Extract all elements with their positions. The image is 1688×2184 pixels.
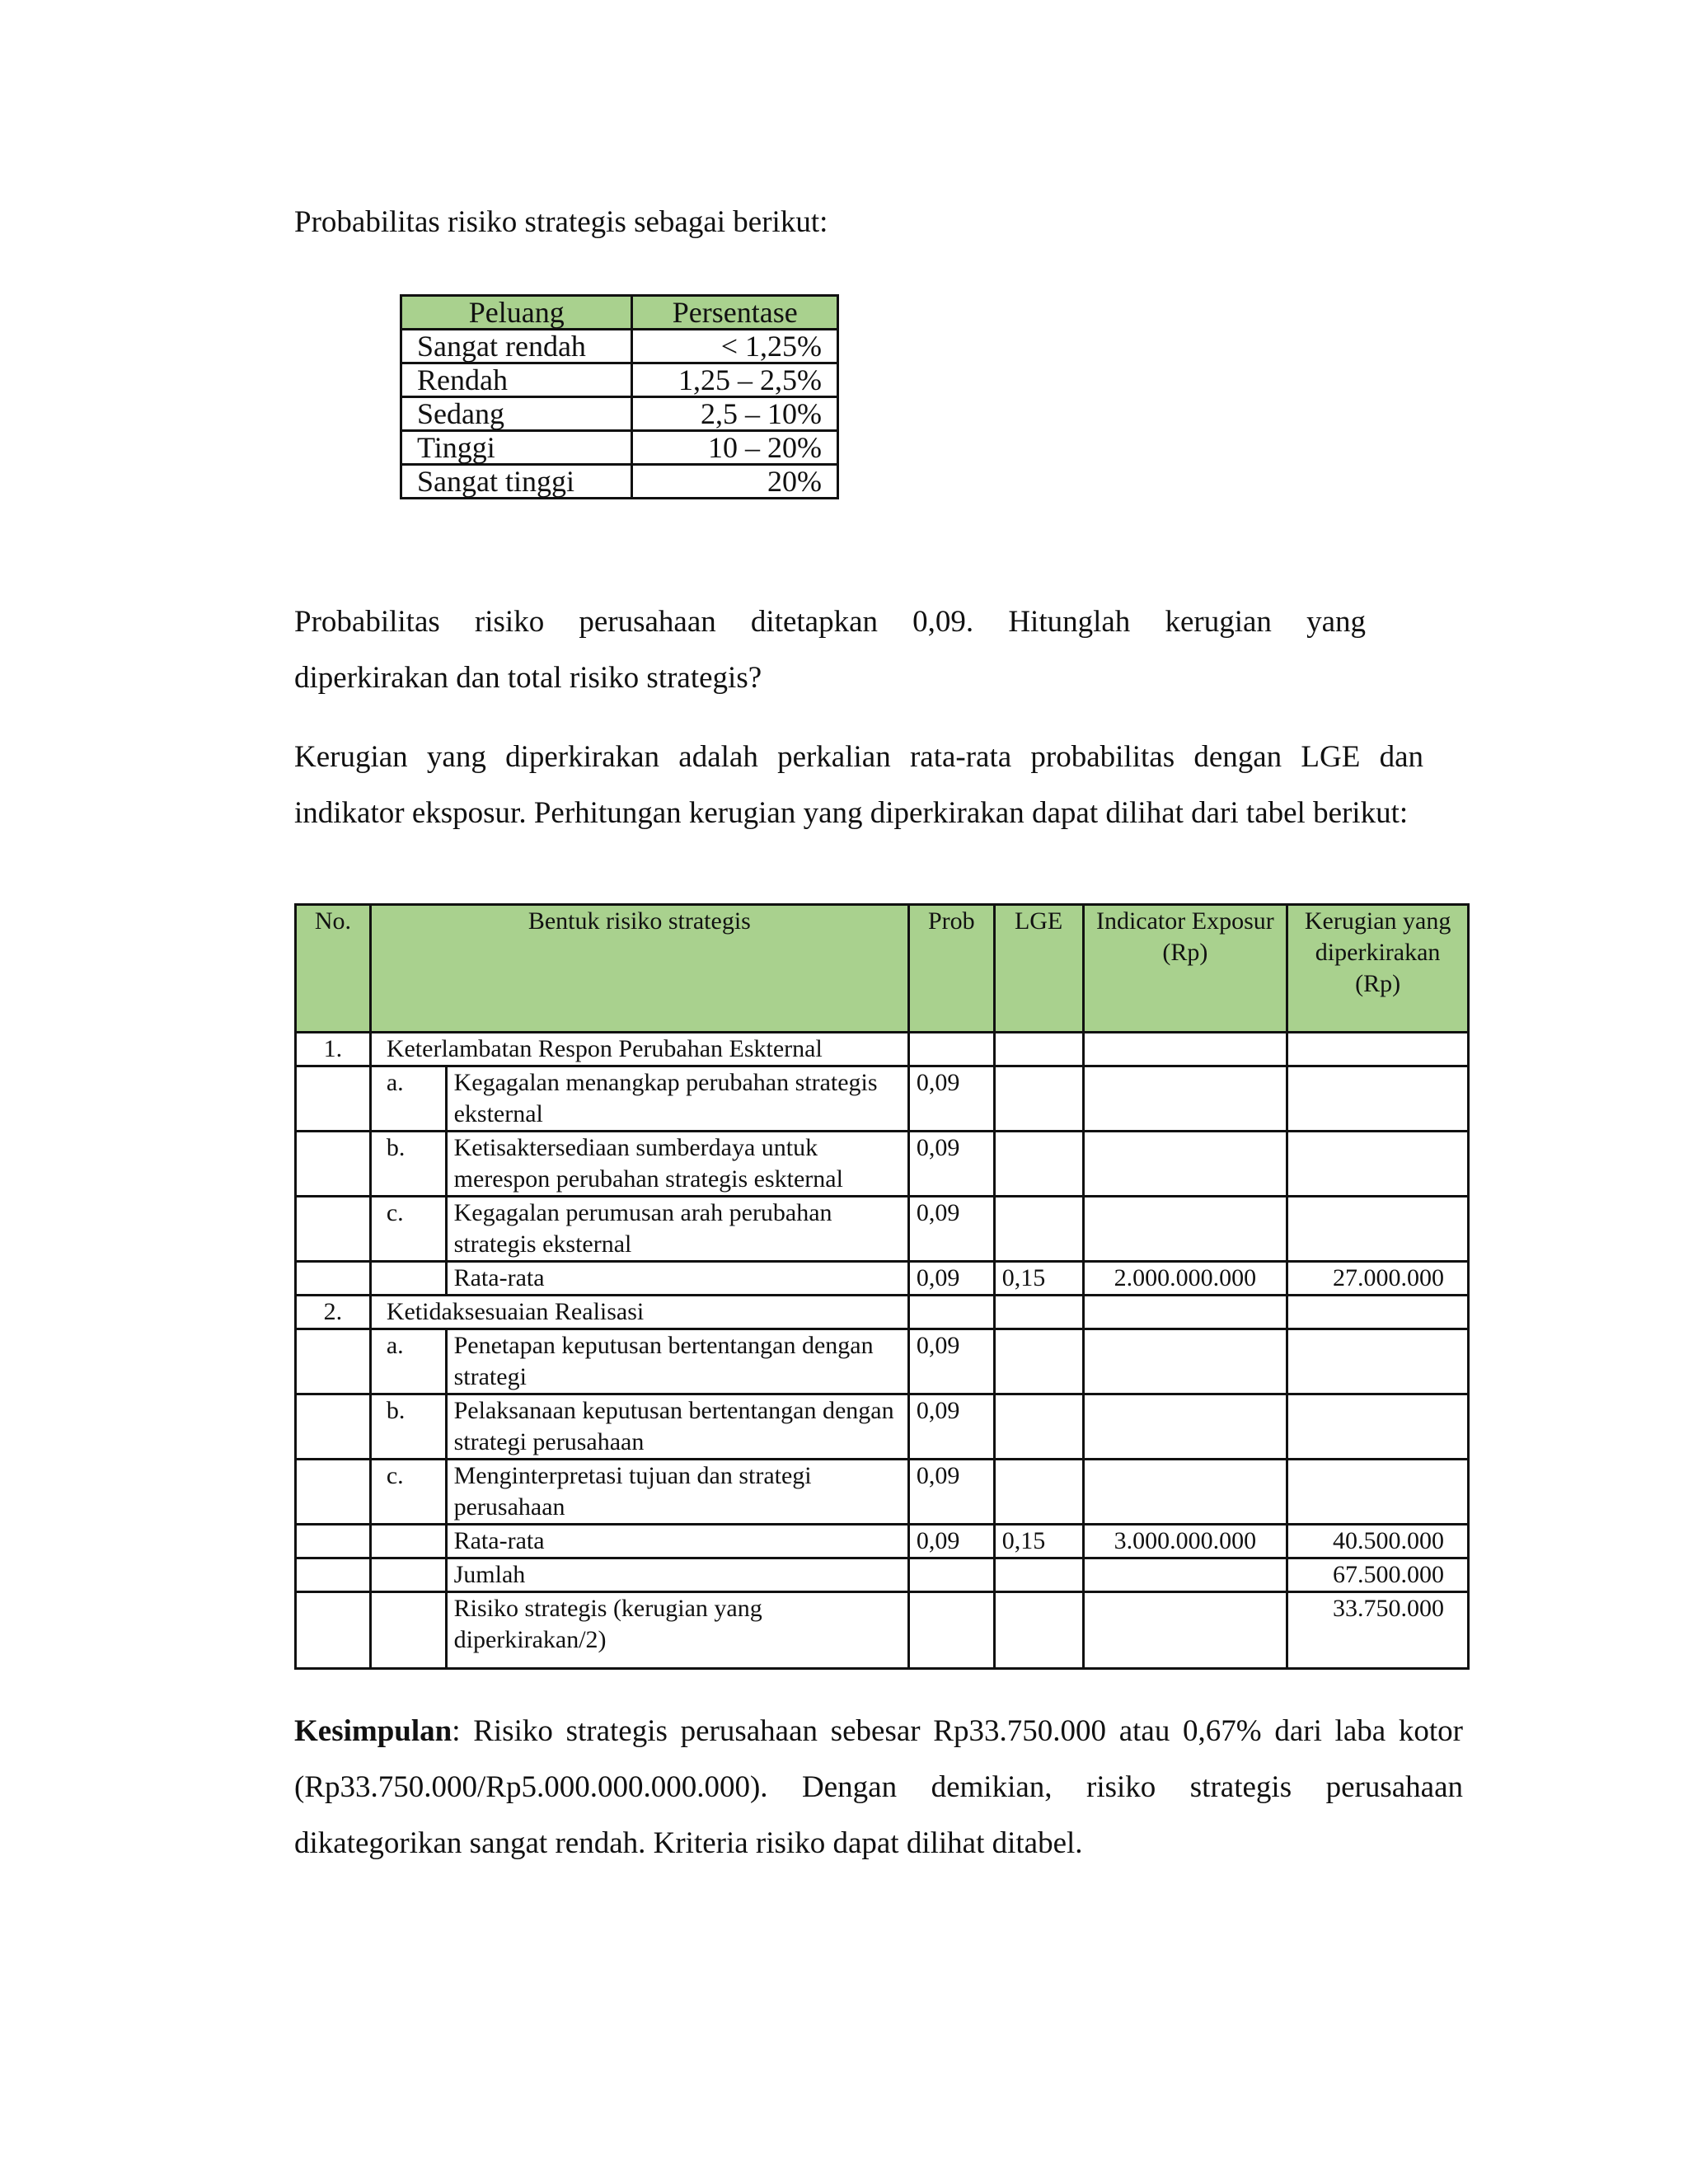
item-text: Kegagalan perumusan arah perubahan strategis eksternal: [446, 1197, 908, 1262]
average-lge: 0,15: [994, 1525, 1083, 1558]
item-text: Pelaksanaan keputusan bertentangan dengan strategi perusahaan: [446, 1394, 908, 1460]
empty-cell: [296, 1394, 371, 1460]
item-prob: 0,09: [908, 1066, 994, 1132]
empty-cell: [296, 1329, 371, 1394]
conclusion-body: : Risiko strategis perusahaan sebesar Rp33.750.000 atau 0,67% dari laba kotor (Rp33.750.000/Rp5.000.000.000.000). Dengan demikian, risiko strategis perusahaan dikategorikan sangat rendah. Kriteria risiko dapat dilihat ditabel.: [294, 1714, 1463, 1860]
item-row: [296, 1066, 1469, 1132]
item-row: [296, 1197, 1469, 1262]
total-label: Jumlah: [446, 1558, 908, 1592]
item-letter: b.: [370, 1132, 446, 1197]
empty-cell: [994, 1197, 1083, 1262]
empty-cell: [370, 1558, 446, 1592]
item-prob: 0,09: [908, 1197, 994, 1262]
probability-row: [401, 330, 838, 363]
empty-cell: [1083, 1394, 1287, 1460]
average-prob: 0,09: [908, 1262, 994, 1296]
average-indicator: 3.000.000.000: [1083, 1525, 1287, 1558]
empty-cell: [370, 1262, 446, 1296]
empty-cell: [1083, 1460, 1287, 1525]
probability-table: [400, 294, 839, 499]
empty-cell: [994, 1460, 1083, 1525]
average-label: Rata-rata: [446, 1262, 908, 1296]
average-prob: 0,09: [908, 1525, 994, 1558]
group-number: 1.: [296, 1033, 371, 1066]
empty-cell: [296, 1460, 371, 1525]
probability-row: [401, 465, 838, 499]
header-persentase: Persentase: [632, 296, 838, 330]
empty-cell: [1287, 1296, 1469, 1329]
empty-cell: [994, 1592, 1083, 1669]
empty-cell: [994, 1132, 1083, 1197]
empty-cell: [1287, 1394, 1469, 1460]
empty-cell: [1287, 1329, 1469, 1394]
intro-text: Probabilitas risiko strategis sebagai berikut:: [294, 205, 828, 239]
item-text: Penetapan keputusan bertentangan dengan strategi: [446, 1329, 908, 1394]
item-prob: 0,09: [908, 1132, 994, 1197]
peluang-cell: Sedang: [401, 397, 632, 431]
empty-cell: [370, 1592, 446, 1669]
empty-cell: [296, 1525, 371, 1558]
item-text: Menginterpretasi tujuan dan strategi perusahaan: [446, 1460, 908, 1525]
item-prob: 0,09: [908, 1394, 994, 1460]
empty-cell: [1083, 1592, 1287, 1669]
header-lge: LGE: [994, 905, 1083, 1033]
persentase-cell: 1,25 – 2,5%: [632, 363, 838, 397]
empty-cell: [908, 1296, 994, 1329]
empty-cell: [1287, 1197, 1469, 1262]
peluang-cell: Tinggi: [401, 431, 632, 465]
empty-cell: [994, 1329, 1083, 1394]
item-text: Kegagalan menangkap perubahan strategis eksternal: [446, 1066, 908, 1132]
group-number: 2.: [296, 1296, 371, 1329]
average-row: [296, 1525, 1469, 1558]
persentase-cell: 20%: [632, 465, 838, 499]
empty-cell: [994, 1033, 1083, 1066]
empty-cell: [1287, 1460, 1469, 1525]
explanation-text: Kerugian yang diperkirakan adalah perkalian rata-rata probabilitas dengan LGE dan indikator eksposur. Perhitungan kerugian yang diperkirakan dapat dilihat dari tabel berikut:: [294, 740, 1423, 830]
average-kerugian: 27.000.000: [1287, 1262, 1469, 1296]
empty-cell: [908, 1033, 994, 1066]
header-indicator-exposur: Indicator Exposur (Rp): [1083, 905, 1287, 1033]
item-row: [296, 1394, 1469, 1460]
header-kerugian: Kerugian yang diperkirakan (Rp): [1287, 905, 1469, 1033]
empty-cell: [1083, 1197, 1287, 1262]
empty-cell: [1083, 1033, 1287, 1066]
item-row: [296, 1132, 1469, 1197]
item-prob: 0,09: [908, 1329, 994, 1394]
conclusion-text: [294, 1704, 1463, 1872]
expected-loss-table: [294, 903, 1470, 1670]
empty-cell: [370, 1525, 446, 1558]
empty-cell: [1083, 1296, 1287, 1329]
empty-cell: [1083, 1132, 1287, 1197]
group-row: [296, 1033, 1469, 1066]
item-prob: 0,09: [908, 1460, 994, 1525]
item-letter: a.: [370, 1066, 446, 1132]
average-kerugian: 40.500.000: [1287, 1525, 1469, 1558]
empty-cell: [1287, 1066, 1469, 1132]
empty-cell: [296, 1592, 371, 1669]
conclusion-label: Kesimpulan: [294, 1714, 452, 1748]
group-row: [296, 1296, 1469, 1329]
empty-cell: [1287, 1033, 1469, 1066]
total-row: [296, 1558, 1469, 1592]
header-bentuk-risiko: Bentuk risiko strategis: [370, 905, 908, 1033]
total-kerugian: 67.500.000: [1287, 1558, 1469, 1592]
item-letter: b.: [370, 1394, 446, 1460]
empty-cell: [296, 1197, 371, 1262]
empty-cell: [994, 1558, 1083, 1592]
question-line-1: Probabilitas risiko perusahaan ditetapkan 0,09. Hitunglah kerugian yang: [294, 605, 1366, 639]
average-indicator: 2.000.000.000: [1083, 1262, 1287, 1296]
probability-row: [401, 363, 838, 397]
header-no: No.: [296, 905, 371, 1033]
probability-row: [401, 431, 838, 465]
item-row: [296, 1329, 1469, 1394]
empty-cell: [296, 1066, 371, 1132]
question-text: [294, 594, 1366, 706]
average-row: [296, 1262, 1469, 1296]
probability-row: [401, 397, 838, 431]
persentase-cell: < 1,25%: [632, 330, 838, 363]
empty-cell: [296, 1262, 371, 1296]
empty-cell: [994, 1296, 1083, 1329]
average-label: Rata-rata: [446, 1525, 908, 1558]
persentase-cell: 10 – 20%: [632, 431, 838, 465]
item-row: [296, 1460, 1469, 1525]
strategic-risk-label: Risiko strategis (kerugian yang diperkirakan/2): [446, 1592, 908, 1669]
question-line-2: diperkirakan dan total risiko strategis?: [294, 661, 762, 695]
persentase-cell: 2,5 – 10%: [632, 397, 838, 431]
empty-cell: [296, 1132, 371, 1197]
probability-table-header: [401, 296, 838, 330]
group-title: Keterlambatan Respon Perubahan Eskternal: [370, 1033, 908, 1066]
item-letter: c.: [370, 1197, 446, 1262]
empty-cell: [908, 1592, 994, 1669]
loss-table-header: [296, 905, 1469, 1033]
item-text: Ketisaktersediaan sumberdaya untuk merespon perubahan strategis eskternal: [446, 1132, 908, 1197]
empty-cell: [1083, 1558, 1287, 1592]
header-peluang: Peluang: [401, 296, 632, 330]
peluang-cell: Sangat rendah: [401, 330, 632, 363]
empty-cell: [296, 1558, 371, 1592]
empty-cell: [1083, 1066, 1287, 1132]
header-prob: Prob: [908, 905, 994, 1033]
strategic-risk-row: [296, 1592, 1469, 1669]
peluang-cell: Rendah: [401, 363, 632, 397]
peluang-cell: Sangat tinggi: [401, 465, 632, 499]
empty-cell: [994, 1066, 1083, 1132]
empty-cell: [908, 1558, 994, 1592]
empty-cell: [994, 1394, 1083, 1460]
empty-cell: [1083, 1329, 1287, 1394]
group-title: Ketidaksesuaian Realisasi: [370, 1296, 908, 1329]
item-letter: a.: [370, 1329, 446, 1394]
average-lge: 0,15: [994, 1262, 1083, 1296]
strategic-risk-kerugian: 33.750.000: [1287, 1592, 1469, 1669]
item-letter: c.: [370, 1460, 446, 1525]
empty-cell: [1287, 1132, 1469, 1197]
